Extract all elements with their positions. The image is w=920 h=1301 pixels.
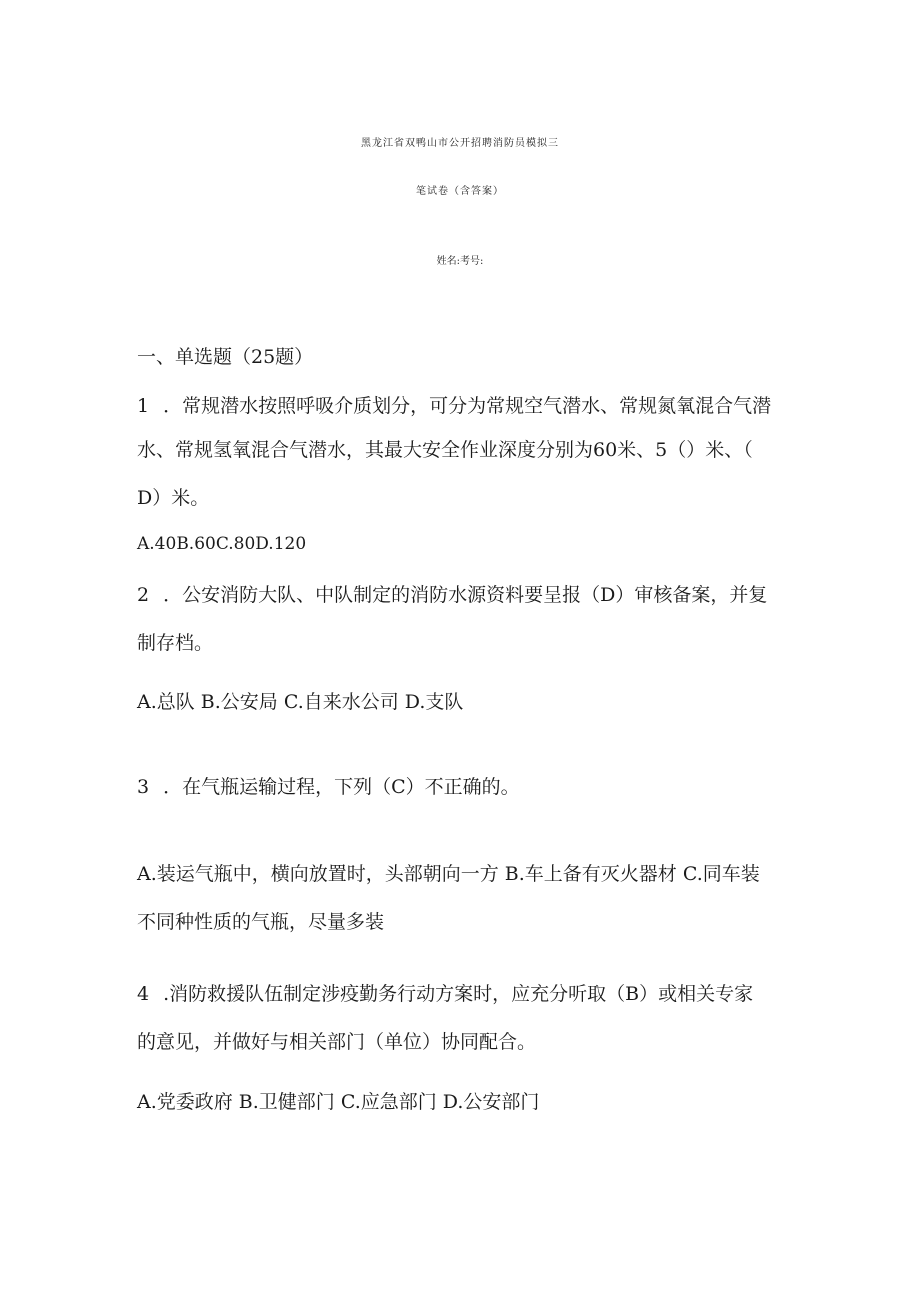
question-4-options: A.党委政府 B.卫健部门 C.应急部门 D.公安部门 (137, 1091, 540, 1113)
question-1-line-1 (137, 392, 771, 420)
question-1-line-2: 水、常规氢氧混合气潜水，其最大安全作业深度分别为60米、5（）米、（ (137, 439, 753, 461)
question-1-text-1: ．常规潜水按照呼吸介质划分，可分为常规空气潜水、常规氮氧混合气潜 (163, 395, 772, 417)
question-4-text-1: .消防救援队伍制定涉疫勤务行动方案时，应充分听取（B）或相关专家 (163, 983, 754, 1005)
question-4-number: 4 (137, 983, 150, 1005)
question-3-number: 3 (137, 776, 150, 798)
document-title-line-1: 黑龙江省双鸭山市公开招聘消防员模拟三 (361, 138, 559, 149)
question-1-options: A.40B.60C.80D.120 (137, 534, 307, 554)
question-1-number: 1 (137, 395, 150, 417)
document-title-line-2: 笔试卷（含答案） (416, 186, 504, 197)
question-3-options-line-1: A.装运气瓶中，横向放置时，头部朝向一方 B.车上备有灭火器材 C.同车装 (137, 863, 760, 885)
question-1-line-3: D）米。 (137, 487, 210, 509)
question-2-line-1 (137, 581, 767, 609)
question-4-line-2: 的意见，并做好与相关部门（单位）协同配合。 (137, 1031, 537, 1053)
question-2-options: A.总队 B.公安局 C.自来水公司 D.支队 (137, 691, 464, 713)
question-2-line-2: 制存档。 (137, 632, 214, 654)
question-2-number: 2 (137, 584, 150, 606)
question-3-line-1 (137, 773, 520, 801)
section-heading: 一、单选题（25题） (137, 346, 314, 368)
question-4-line-1 (137, 980, 753, 1008)
question-3-text-1: ．在气瓶运输过程，下列（C）不正确的。 (163, 776, 520, 798)
question-2-text-1: ．公安消防大队、中队制定的消防水源资料要呈报（D）审核备案，并复 (163, 584, 768, 606)
name-and-exam-number-line: 姓名:考号: (436, 256, 484, 267)
question-3-options-line-2: 不同种性质的气瓶，尽量多装 (137, 911, 385, 933)
